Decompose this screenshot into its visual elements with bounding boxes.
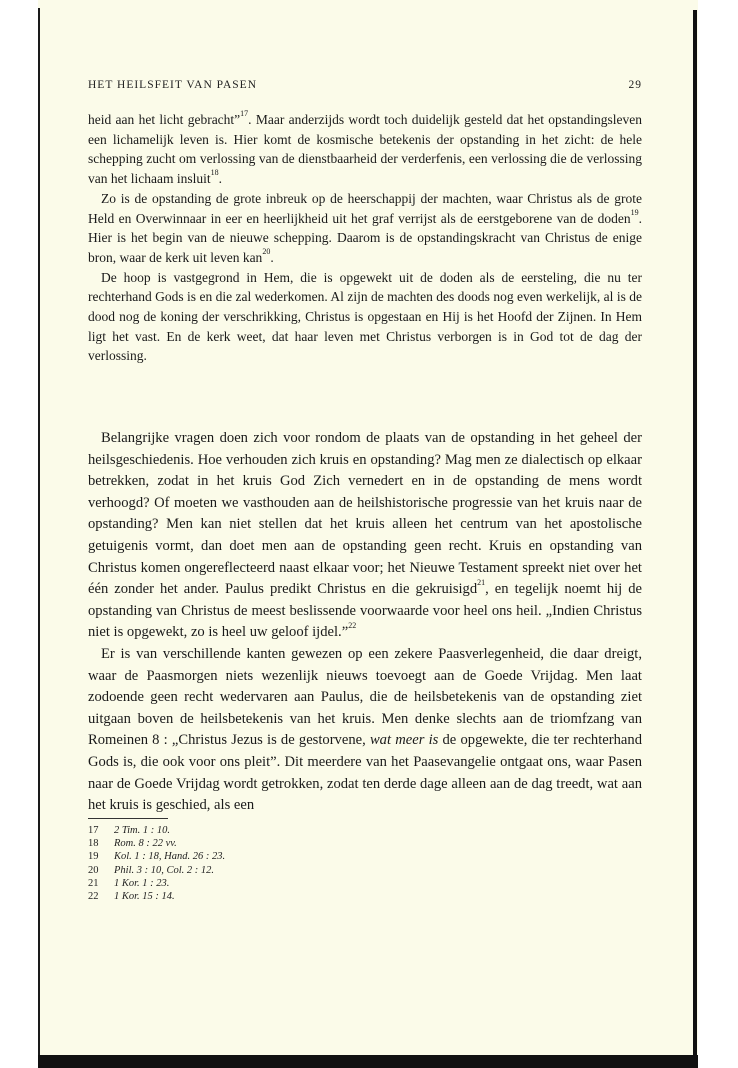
footnote: 22 1 Kor. 15 : 14. (88, 891, 175, 903)
scan-edge-left (38, 8, 40, 1055)
paragraph: heid aan het licht gebracht”$^{17}$. Maar anderzijds wordt toch duidelijk gesteld dat het opstandingsleven een lichamelijk leven is. Hier komt de kosmische betekenis der opstanding in het zicht: de hele schepping zucht om verlossing van de dienstbaarheid der verderfenis, een verlossing die de verlossing van het lichaam insluit$^{18}$. (88, 109, 642, 187)
running-header (88, 79, 642, 95)
footnote: 21 1 Kor. 1 : 23. (88, 877, 170, 889)
scan-edge-bottom (38, 1055, 698, 1068)
footnote-rule (88, 818, 168, 819)
footnote-ref: 18 (210, 168, 219, 178)
footnote: 20 Phil. 3 : 10, Col. 2 : 12. (88, 864, 215, 876)
paragraph: Zo is de opstanding de grote inbreuk op de heerschappij der machten, waar Christus als de grote Held en Overwinnaar in eer en heerlijkheid uit het graf verrijst als de eerstgeborene van de doden$^{19}$. Hier is het begin van de nieuwe schepping. Daarom is de opstandingskracht van Christus de enige bron, waar de kerk uit leven kan$^{20}$. (88, 190, 642, 265)
footnote-ref: 20 (262, 246, 271, 256)
footnote-ref: 22 (348, 621, 357, 631)
text-block-lower (88, 428, 642, 817)
footnote: 18 Rom. 8 : 22 vv. (88, 838, 177, 850)
footnote-ref: 19 (630, 207, 639, 217)
footnote-ref: 21 (477, 578, 486, 588)
paragraph: Er is van verschillende kanten gewezen op een zekere Paasverlegenheid, die daar dreigt, waar de Paasmorgen niets wezenlijk nieuws toevoegt aan de Goede Vrijdag. Men laat zodoende geen recht wedervaren aan Paulus, die de heilsbetekenis van de opstanding ziet uitgaan boven de heilsbetekenis van het kruis. Men denke slechts aan de triomfzang van Romeinen 8 : „Christus Jezus is de gestorvene, wat meer is de opgewekte, die ter rechterhand Gods is, die ook voor ons pleit”. Dit meerdere van het Paasevangelie ontgaat ons, waar Pasen naar de Goede Vrijdag wordt getrokken, zodat ten derde dage alleen aan de dag treedt, wat aan het kruis is geschied, als een (88, 645, 642, 814)
footnote: 19 Kol. 1 : 18, Hand. 26 : 23. (88, 851, 226, 863)
page-number: 29 (628, 79, 642, 91)
scan-edge-right (693, 10, 697, 1068)
emphasis: wat meer is (369, 732, 439, 749)
paragraph: Belangrijke vragen doen zich voor rondom de plaats van de opstanding in het geheel der heilsgeschiedenis. Hoe verhouden zich kruis en opstanding? Mag men ze dialectisch op elkaar betrekken, zodat in het kruis God Zich vernedert en in de opstanding de mens wordt verhoogd? Of moeten we vasthouden aan de heilshistorische progressie van het kruis naar de opstanding? Men kan niet stellen dat het kruis alleen het centrum van het apostolische getuigenis vormt, dan doet men aan de opstanding geen recht. Kruis en opstanding van Christus komen ongereflecteerd naast elkaar voor; het Nieuwe Testament spreekt niet over het één zonder het ander. Paulus predikt Christus en die gekruisigd$^{21}$, en tegelijk noemt hij de opstanding van Christus de meest beslissende voorwaarde voor heel ons heil. „Indien Christus niet is opgewekt, zo is heel uw geloof ijdel.”$^{22}$ (88, 430, 642, 641)
paragraph: De hoop is vastgegrond in Hem, die is opgewekt uit de doden als de eersteling, die nu ter rechterhand Gods is en die zal wederkomen. Al zijn de machten des doods nog even werkelijk, al is de dood nog de koning der verschrikking, Christus is opgestaan en Hij is het Hoofd der Zijnen. In Hem ligt het vast. En de kerk weet, dat haar leven met Christus verborgen is in God tot de dag der verlossing. (88, 269, 642, 364)
footnotes (88, 824, 225, 903)
running-title: HET HEILSFEIT VAN PASEN (88, 79, 258, 91)
footnote: 17 2 Tim. 1 : 10. (88, 825, 171, 836)
footnote-ref: 17 (240, 109, 249, 118)
text-block-upper (88, 110, 642, 366)
